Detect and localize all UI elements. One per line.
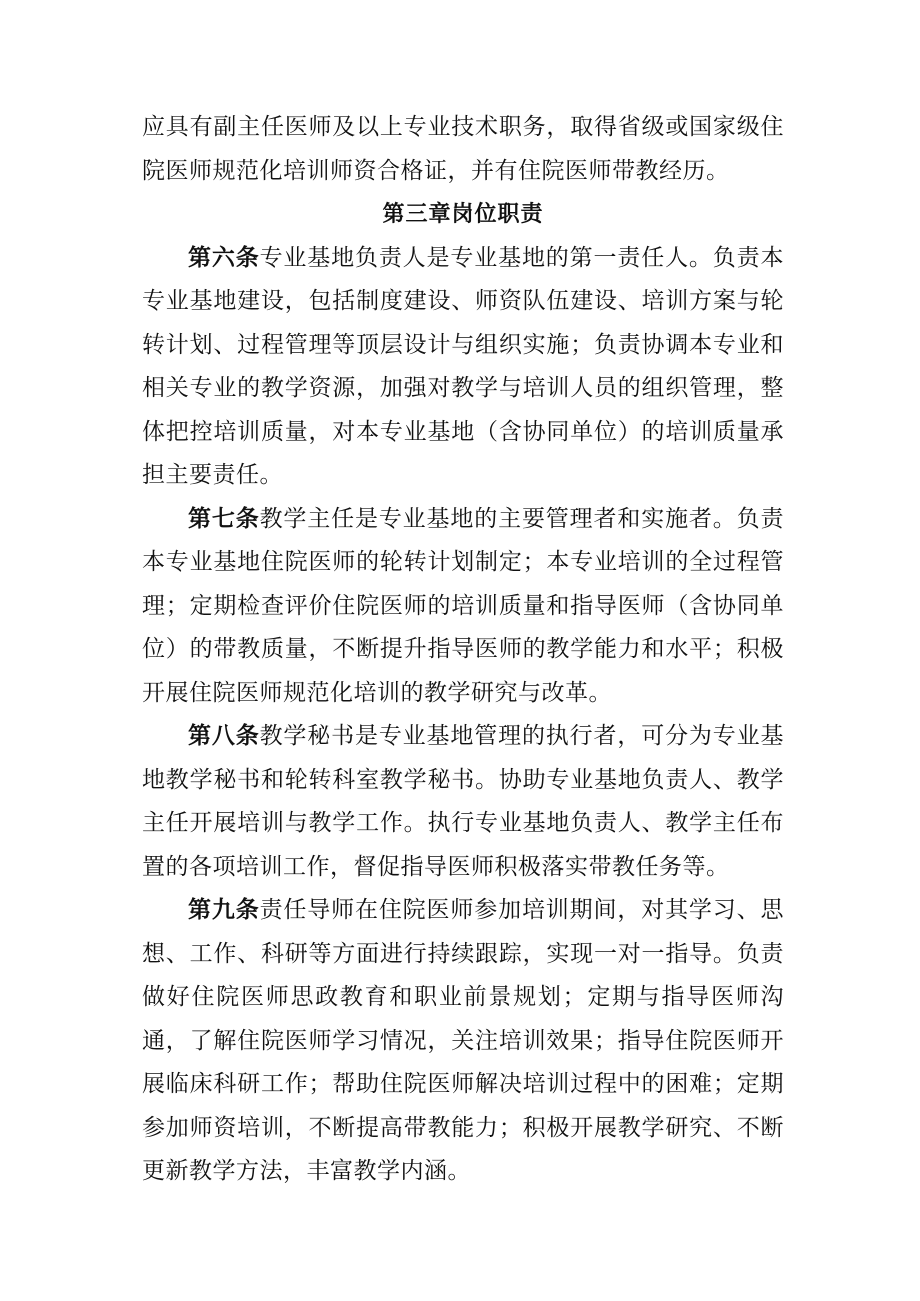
article-number: 第八条 bbox=[188, 723, 260, 749]
article-text: 教学秘书是专业基地管理的执行者，可分为专业基地教学秘书和轮转科室教学秘书。协助专业基地负责人、教学主任开展培训与教学工作。执行专业基地负责人、教学主任布置的各项培训工作，督促指导医师积极落实带教任务等。 bbox=[142, 723, 784, 880]
article-text: 教学主任是专业基地的主要管理者和实施者。负责本专业基地住院医师的轮转计划制定；本专业培训的全过程管理；定期检查评价住院医师的培训质量和指导医师（含协同单位）的带教质量，不断提升指导医师的教学能力和水平；积极开展住院医师规范化培训的教学研究与改革。 bbox=[142, 505, 784, 706]
article-number: 第六条 bbox=[188, 244, 260, 271]
continuation-paragraph: 应具有副主任医师及以上专业技术职务，取得省级或国家级住院医师规范化培训师资合格证，并有住院医师带教经历。 bbox=[142, 114, 784, 184]
chapter-title: 第三章岗位职责 bbox=[382, 202, 544, 227]
article-6 bbox=[142, 237, 784, 498]
article-9 bbox=[142, 889, 784, 1194]
article-number: 第九条 bbox=[188, 897, 260, 923]
article-text: 责任导师在住院医师参加培训期间，对其学习、思想、工作、科研等方面进行持续跟踪，实现一对一指导。负责做好住院医师思政教育和职业前景规划；定期与指导医师沟通，了解住院医师学习情况，关注培训效果；指导住院医师开展临床科研工作；帮助住院医师解决培训过程中的困难；定期参加师资培训，不断提高带教能力；积极开展教学研究、不断更新教学方法，丰富教学内涵。 bbox=[142, 897, 784, 1184]
article-text: 专业基地负责人是专业基地的第一责任人。负责本专业基地建设，包括制度建设、师资队伍建设、培训方案与轮转计划、过程管理等顶层设计与组织实施；负责协调本专业和相关专业的教学资源，加强对教学与培训人员的组织管理，整体把控培训质量，对本专业基地（含协同单位）的培训质量承担主要责任。 bbox=[142, 244, 784, 488]
document-body bbox=[142, 106, 784, 1194]
article-7 bbox=[142, 498, 784, 716]
article-8 bbox=[142, 715, 784, 889]
article-number: 第七条 bbox=[188, 505, 260, 532]
